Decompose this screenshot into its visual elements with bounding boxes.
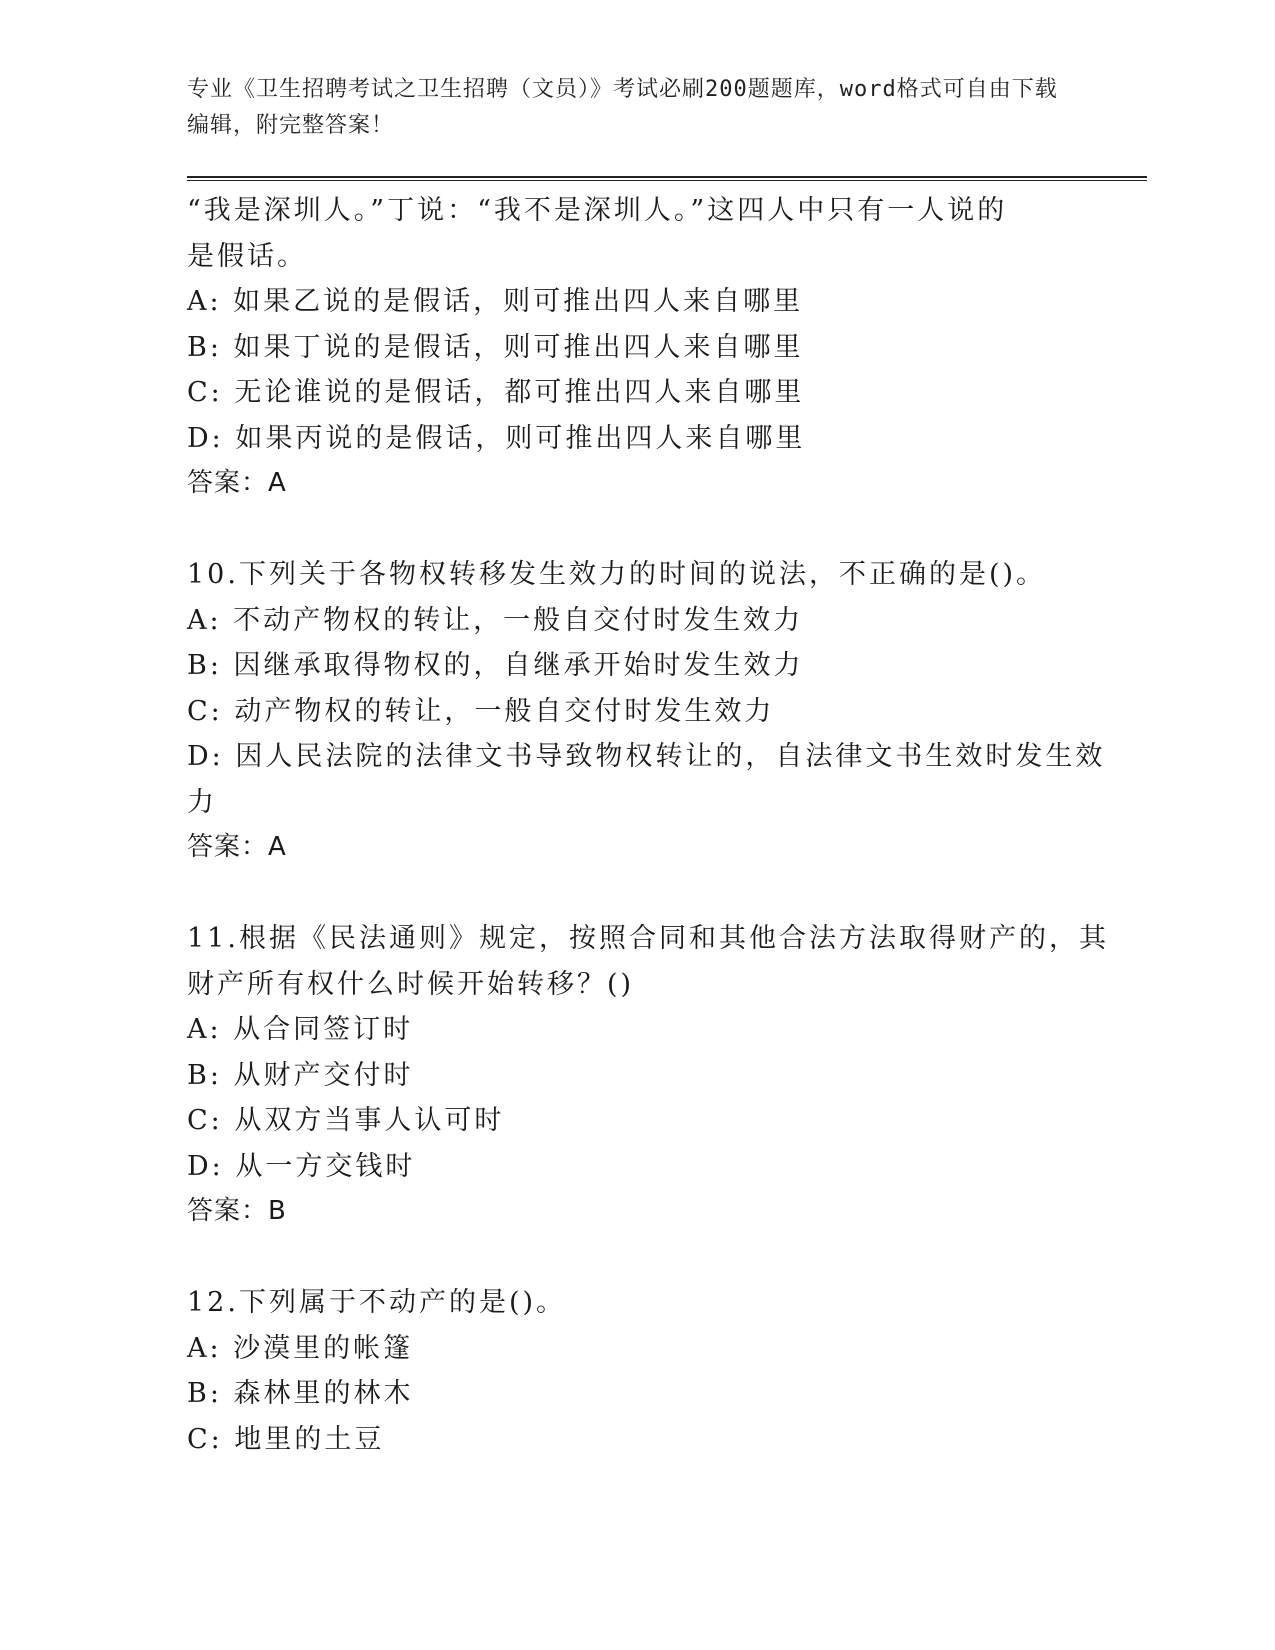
question-11-answer: 答案：B [187,1196,287,1226]
question-10-option-c: C: 动产物权的转让，一般自交付时发生效力 [187,695,775,727]
question-11-stem-line-2: 财产所有权什么时候开始转移？() [187,968,635,1000]
question-11-stem-line-1: 11.根据《民法通则》规定，按照合同和其他合法方法取得财产的，其 [187,923,1109,954]
document-header [187,72,1067,144]
question-9-answer: 答案：A [187,468,287,498]
question-9-option-d: D: 如果丙说的是假话，则可推出四人来自哪里 [187,422,806,454]
question-10-answer: 答案：A [187,832,287,862]
question-9-option-c: C: 无论谁说的是假话，都可推出四人来自哪里 [187,377,805,408]
question-12-option-b: B: 森林里的林木 [187,1378,414,1409]
question-10-option-d-line-1: D: 因人民法院的法律文书导致物权转让的，自法律文书生效时发生效 [187,741,1106,772]
question-9-option-a: A: 如果乙说的是假话，则可推出四人来自哪里 [187,286,804,317]
question-12-option-a: A: 沙漠里的帐篷 [187,1332,414,1364]
question-10-option-d-line-2: 力 [187,786,217,818]
spacer [187,1235,1067,1281]
header-title: 专业《卫生招聘考试之卫生招聘（文员）》考试必刷200题题库，word格式可自由下载编辑，附完整答案！ [187,77,1058,138]
question-9-option-b: B: 如果丁说的是假话，则可推出四人来自哪里 [187,331,804,363]
question-12 [187,1280,1067,1462]
question-11 [187,916,1109,1235]
header-divider [187,176,1147,181]
question-11-option-d: D: 从一方交钱时 [187,1150,416,1182]
question-10 [187,552,1106,871]
question-11-option-c: C: 从双方当事人认可时 [187,1105,505,1136]
question-10-option-b: B: 因继承取得物权的，自继承开始时发生效力 [187,650,804,681]
question-9-stem-line-2: 是假话。 [187,240,307,272]
question-10-stem: 10.下列关于各物权转移发生效力的时间的说法，不正确的是()。 [187,559,1047,590]
question-12-stem: 12.下列属于不动产的是()。 [187,1287,567,1318]
question-10-option-a: A: 不动产物权的转让，一般自交付时发生效力 [187,604,804,636]
question-11-option-b: B: 从财产交付时 [187,1059,414,1091]
question-9-stem-line-1: “我是深圳人。”丁说：“我不是深圳人。”这四人中只有一人说的 [187,195,1008,226]
question-12-option-c: C: 地里的土豆 [187,1423,385,1455]
question-9 [187,188,1067,507]
question-content [187,188,1109,1462]
spacer [187,507,1067,553]
question-11-option-a: A: 从合同签订时 [187,1014,414,1045]
spacer [187,871,1067,917]
